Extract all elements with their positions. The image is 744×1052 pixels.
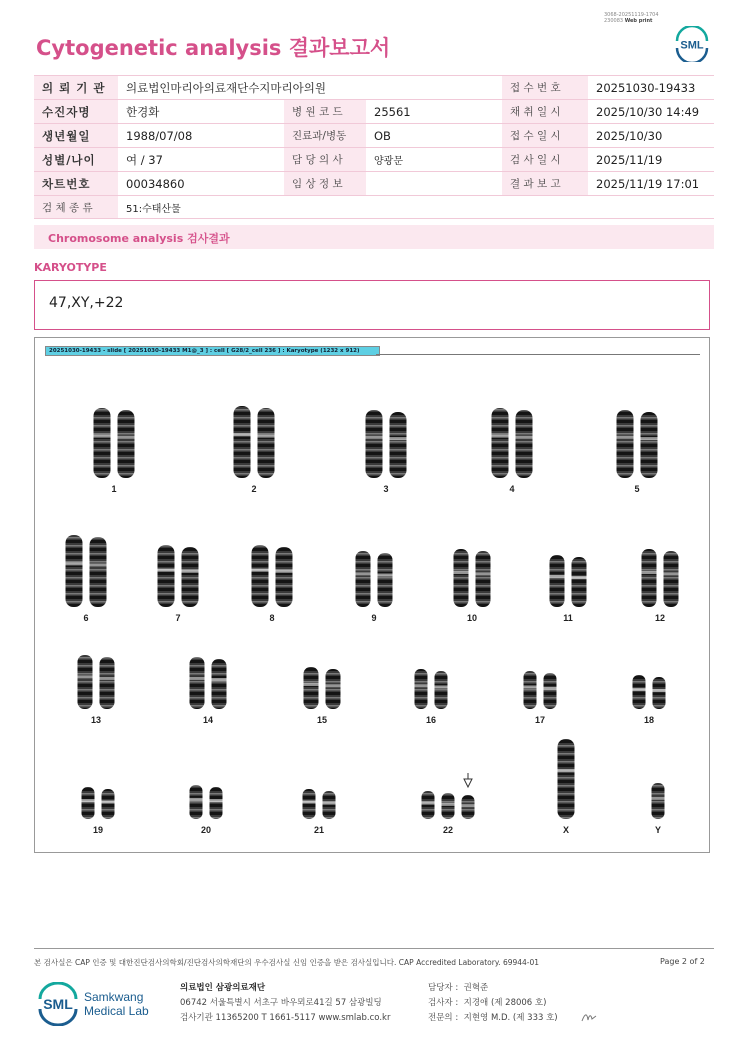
karyotype-label: KARYOTYPE — [34, 261, 107, 274]
info-value: 1988/07/08 — [118, 124, 284, 148]
info-label: 채 취 일 시 — [502, 100, 588, 124]
footer-divider — [34, 948, 714, 949]
centromere — [558, 769, 575, 772]
centromere — [390, 437, 407, 440]
chromosome-label: 4 — [509, 484, 515, 494]
centromere — [550, 575, 565, 578]
chromosome — [66, 535, 83, 607]
chromosome-label: 17 — [534, 715, 546, 725]
chromosome — [435, 671, 448, 709]
chromosome-label: 11 — [563, 613, 573, 623]
centromere — [210, 799, 223, 802]
centromere — [182, 570, 199, 573]
info-label: 수진자명 — [34, 100, 118, 124]
centromere — [422, 802, 435, 805]
chromosome — [210, 787, 223, 819]
chromosome — [118, 410, 135, 478]
footer-logo-sml: SML — [43, 996, 73, 1012]
info-label: 병 원 코 드 — [284, 100, 366, 124]
chromosome — [617, 410, 634, 478]
chromosome — [516, 410, 533, 478]
centromere — [652, 797, 665, 800]
chromosome — [212, 659, 227, 709]
chromosome — [90, 537, 107, 607]
centromere — [212, 678, 227, 681]
info-label: 임 상 정 보 — [284, 172, 366, 196]
centromere — [544, 687, 557, 690]
logo-text: SML — [680, 39, 704, 52]
centromere — [252, 569, 269, 572]
staff-row: 검사자 : 지경애 (제 28006 호) — [428, 998, 547, 1008]
karyotype-value: 47,XY,+22 — [49, 295, 124, 311]
centromere — [276, 570, 293, 573]
info-label: 접 수 번 호 — [502, 76, 588, 100]
caption-divider — [376, 354, 700, 355]
info-label: 생년월일 — [34, 124, 118, 148]
chromosome — [652, 783, 665, 819]
centromere — [435, 685, 448, 688]
chromosome — [476, 551, 491, 607]
chromosome — [558, 739, 575, 819]
centromere — [572, 576, 587, 579]
chromosome — [641, 412, 658, 478]
centromere — [642, 571, 657, 574]
info-value — [366, 172, 502, 196]
chromosome — [492, 408, 509, 478]
page-number: Page 2 of 2 — [660, 957, 705, 966]
centromere — [653, 689, 666, 692]
info-label: 의 뢰 기 관 — [34, 76, 118, 100]
chromosome-label: 7 — [175, 613, 181, 623]
chromosome-label: 14 — [202, 715, 214, 725]
staff-list — [428, 981, 558, 1026]
info-value: 25561 — [366, 100, 502, 124]
centromere — [442, 803, 455, 806]
chromosome-label: 16 — [425, 715, 437, 725]
footer-logo-name1: Samkwang — [84, 990, 144, 1004]
chromosome — [633, 675, 646, 709]
chromosome-label: 19 — [92, 825, 104, 835]
info-label: 접 수 일 시 — [502, 124, 588, 148]
info-value: 2025/11/19 17:01 — [588, 172, 714, 196]
report-title: Cytogenetic analysis 결과보고서 — [36, 36, 391, 60]
centromere — [66, 562, 83, 565]
chromosome — [653, 677, 666, 709]
chromosome-label: 22 — [442, 825, 454, 835]
chromosome — [102, 789, 115, 819]
chromosome — [415, 669, 428, 709]
info-label: 성별/나이 — [34, 148, 118, 172]
chromosome — [422, 791, 435, 819]
centromere — [100, 677, 115, 680]
centromere — [492, 435, 509, 438]
info-row — [34, 76, 714, 100]
chromosome — [326, 669, 341, 709]
info-value: 2025/10/30 14:49 — [588, 100, 714, 124]
centromere — [641, 437, 658, 440]
chromosome — [544, 673, 557, 709]
staff-row: 전문의 : 지현영 M.D. (제 333 호) — [428, 1013, 558, 1023]
print-code — [604, 12, 659, 24]
specimen-label: 검 체 종 류 — [34, 196, 118, 219]
staff-row: 담당자 : 권혁준 — [428, 983, 489, 993]
karyotype-box — [34, 280, 710, 330]
chromosome — [234, 406, 251, 478]
info-value: 00034860 — [118, 172, 284, 196]
centromere — [664, 572, 679, 575]
chromosome — [258, 408, 275, 478]
centromere — [366, 436, 383, 439]
chromosome-label: 21 — [313, 825, 325, 835]
info-label: 담 당 의 사 — [284, 148, 366, 172]
chromosome — [303, 789, 316, 819]
chromosome-label: 13 — [90, 715, 102, 725]
info-value: 20251030-19433 — [588, 76, 714, 100]
chromosome — [82, 787, 95, 819]
centromere — [303, 800, 316, 803]
centromere — [524, 685, 537, 688]
chromosome-label: 1 — [111, 484, 117, 494]
chromosome — [100, 657, 115, 709]
print-code-line2: 230083 Web print — [604, 18, 653, 24]
chromosome — [524, 671, 537, 709]
chromosome-label: 12 — [654, 613, 666, 623]
chromosome — [323, 791, 336, 819]
trisomy-arrow-icon — [464, 773, 472, 787]
centromere — [258, 435, 275, 438]
accreditation-note: 본 검사실은 CAP 인증 및 대한진단검사의학회/진단검사의학재단의 우수검사실 신임 인증을 받은 검사실입니다. CAP Accredited Laboratory. 69944-01 — [34, 958, 540, 967]
chromosome — [572, 557, 587, 607]
centromere — [190, 677, 205, 680]
info-row — [34, 124, 714, 148]
centromere — [82, 799, 95, 802]
chromosome — [366, 410, 383, 478]
chromosome-label: 8 — [269, 613, 275, 623]
centromere — [326, 684, 341, 687]
chromosome-label: X — [562, 825, 570, 835]
chromosome — [94, 408, 111, 478]
foundation-name: 의료법인 삼광의료재단 — [180, 983, 266, 993]
info-value: 여 / 37 — [118, 148, 284, 172]
chromosome — [276, 547, 293, 607]
centromere — [234, 433, 251, 436]
centromere — [304, 683, 319, 686]
patient-info-table — [34, 75, 714, 219]
chromosome — [642, 549, 657, 607]
chromosome-label: 5 — [634, 484, 640, 494]
chromosome-label: 3 — [383, 484, 389, 494]
specimen-value: 51:수태산물 — [118, 196, 714, 219]
chromosome — [304, 667, 319, 709]
chromosome — [550, 555, 565, 607]
info-row — [34, 100, 714, 124]
karyogram-chromosomes — [34, 356, 708, 850]
centromere — [158, 569, 175, 572]
samkwang-logo — [36, 982, 156, 1026]
info-row — [34, 148, 714, 172]
section-header — [34, 225, 714, 249]
chromosome — [356, 551, 371, 607]
info-label: 진료과/병동 — [284, 124, 366, 148]
chromosome — [252, 545, 269, 607]
section-title: Chromosome analysis 검사결과 — [48, 232, 230, 245]
chromosome-label: 6 — [83, 613, 89, 623]
centromere — [454, 571, 469, 574]
chromosome-label: 2 — [251, 484, 257, 494]
print-code-line1: 3068-20251119-1704 — [604, 12, 659, 18]
info-label: 검 사 일 시 — [502, 148, 588, 172]
info-value: 한경화 — [118, 100, 284, 124]
chromosome-label: 10 — [466, 613, 478, 623]
footer-logo-name2: Medical Lab — [84, 1004, 149, 1018]
chromosome-label: 18 — [643, 715, 655, 725]
info-row — [34, 172, 714, 196]
centromere — [617, 436, 634, 439]
chromosome-label: 9 — [371, 613, 377, 623]
karyogram-caption: 20251030-19433 - slide [ 20251030-19433 M1@_3 ] : cell [ G28/2_cell 236 ] : Karyotype (1232 x 912) — [45, 346, 380, 356]
centromere — [94, 435, 111, 438]
chromosome — [182, 547, 199, 607]
centromere — [633, 688, 646, 691]
info-value: OB — [366, 124, 502, 148]
info-value: 2025/10/30 — [588, 124, 714, 148]
chromosome-label: 20 — [200, 825, 212, 835]
info-row — [34, 196, 714, 219]
info-value: 2025/11/19 — [588, 148, 714, 172]
chromosome — [190, 785, 203, 819]
info-label: 결 과 보 고 — [502, 172, 588, 196]
chromosome — [378, 553, 393, 607]
chromosome — [442, 793, 455, 819]
centromere — [462, 804, 475, 807]
centromere — [415, 684, 428, 687]
foundation-address: 06742 서울특별시 서초구 바우뫼로41길 57 삼광빌딩 — [180, 998, 382, 1008]
centromere — [118, 436, 135, 439]
chromosome — [390, 412, 407, 478]
chromosome-label: Y — [654, 825, 662, 835]
signature-mark — [580, 1010, 598, 1024]
foundation-info — [180, 981, 390, 1026]
centromere — [323, 802, 336, 805]
centromere — [190, 798, 203, 801]
centromere — [78, 676, 93, 679]
centromere — [356, 572, 371, 575]
chromosome — [78, 655, 93, 709]
info-value: 의료법인마리아의료재단수지마리아의원 — [118, 76, 502, 100]
sml-logo — [672, 26, 712, 62]
chromosome — [158, 545, 175, 607]
centromere — [90, 564, 107, 567]
chromosome-label: 15 — [316, 715, 328, 725]
chromosome — [664, 551, 679, 607]
chromosome — [454, 549, 469, 607]
info-value: 양광문 — [366, 148, 502, 172]
foundation-contact: 검사기관 11365200 T 1661-5117 www.smlab.co.kr — [180, 1013, 391, 1023]
chromosome — [190, 657, 205, 709]
centromere — [378, 574, 393, 577]
centromere — [476, 572, 491, 575]
centromere — [102, 800, 115, 803]
info-label: 차트번호 — [34, 172, 118, 196]
centromere — [516, 436, 533, 439]
